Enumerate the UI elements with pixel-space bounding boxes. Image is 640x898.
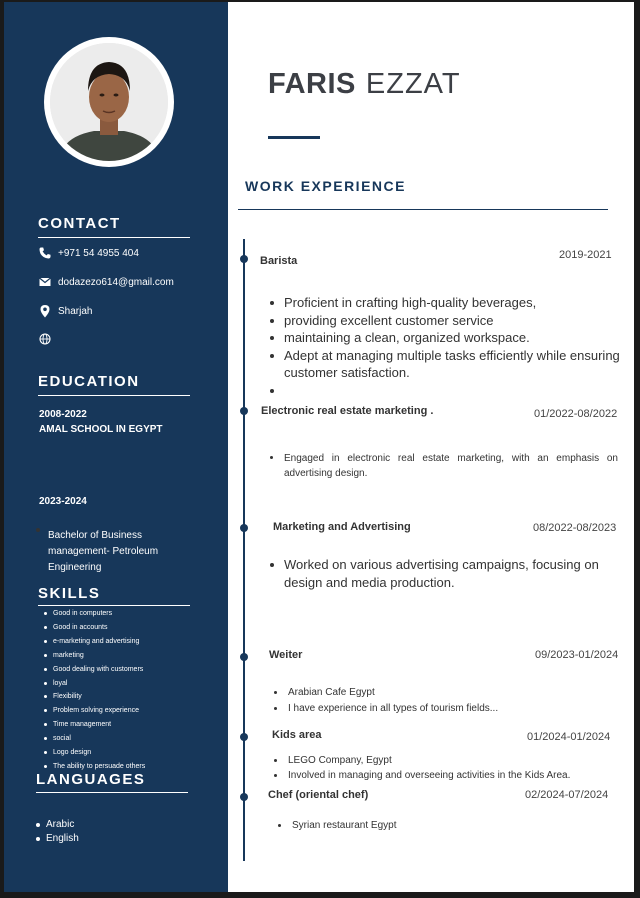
language-item: Arabic [34,818,79,832]
contact-divider [38,237,190,238]
job-bullet: Adept at managing multiple tasks efficiently while ensuring customer satisfaction. [268,347,634,382]
location-text: Sharjah [58,305,93,317]
phone-icon [38,246,52,260]
job-bullets [268,294,634,399]
job-bullet: maintaining a clean, organized workspace. [268,329,634,347]
job-bullets [276,818,397,833]
education-entry-1-years: 2008-2022 [39,409,87,420]
email-address[interactable]: dodazezo614@gmail.com [58,276,174,288]
skills-heading: SKILLS [38,585,101,602]
job-title: Weiter [269,649,303,661]
timeline-dot [240,255,248,263]
skill-item: Good in accounts [44,621,145,635]
mail-icon [38,275,52,289]
skill-item: Logo design [44,746,145,760]
job-bullet: providing excellent customer service [268,312,634,330]
education-entry-2-years: 2023-2024 [39,496,87,507]
name-underline [268,136,320,139]
education-divider [38,395,190,396]
first-name: FARIS [268,68,356,100]
job-bullet: Syrian restaurant Egypt [276,818,397,833]
job-bullet: Worked on various advertising campaigns, focusing on design and media production. [268,556,608,591]
last-name: EZZAT [365,68,461,100]
job-date: 01/2024-01/2024 [527,731,611,743]
skill-item: The ability to persuade others [44,760,145,774]
skill-item: loyal [44,677,145,691]
job-bullet: Engaged in electronic real estate marketing, with an emphasis on advertising design. [268,451,618,481]
job-bullets [272,753,570,783]
contact-heading: CONTACT [38,215,121,232]
timeline-dot [240,524,248,532]
languages-heading: LANGUAGES [36,771,146,788]
resume-page [4,2,634,892]
phone-number[interactable]: +971 54 4955 404 [58,247,139,259]
job-title: Marketing and Advertising [273,521,411,533]
job-bullet: LEGO Company, Egypt [272,753,570,768]
contact-email [38,274,174,290]
skill-item: Good dealing with customers [44,663,145,677]
job-date: 08/2022-08/2023 [533,522,617,534]
skill-item: Time management [44,718,145,732]
job-date: 2019-2021 [559,249,612,261]
skill-item: social [44,732,145,746]
location-pin-icon [38,304,52,318]
job-bullet: Involved in managing and overseeing activities in the Kids Area. [272,768,570,783]
job-title: Electronic real estate marketing . [261,405,434,417]
education-heading: EDUCATION [38,373,140,390]
language-item: English [34,832,79,846]
job-bullet [268,382,634,399]
skills-list [44,607,145,774]
job-date: 02/2024-07/2024 [525,789,609,801]
skill-item: marketing [44,649,145,663]
skill-item: Flexibility [44,690,145,704]
work-experience-heading: WORK EXPERIENCE [245,178,406,194]
education-entry-2-item: Bachelor of Business management- Petroleum Engineering [34,528,184,576]
skill-item: Good in computers [44,607,145,621]
timeline-line [243,239,245,861]
skills-divider [38,605,190,606]
job-date: 09/2023-01/2024 [535,649,619,661]
job-title: Kids area [272,729,322,741]
job-bullet: Proficient in crafting high-quality beverages, [268,294,634,312]
timeline-dot [240,793,248,801]
job-date: 01/2022-08/2022 [534,408,618,420]
job-bullets [272,685,498,717]
job-bullet: I have experience in all types of tourism fields... [272,701,498,717]
sidebar [4,2,228,892]
skill-item: Problem solving experience [44,704,145,718]
candidate-name [268,68,461,101]
job-title: Barista [260,255,298,267]
contact-phone [38,245,139,261]
job-bullet: Arabian Cafe Egypt [272,685,498,701]
job-bullets [268,556,608,591]
education-entry-1-school: AMAL SCHOOL IN EGYPT [39,424,163,435]
timeline-dot [240,653,248,661]
job-title: Chef (oriental chef) [268,789,369,801]
profile-photo [44,37,174,167]
timeline-dot [240,407,248,415]
education-entry-2-list [34,528,184,576]
contact-website [38,331,52,347]
languages-divider [36,792,188,793]
job-bullets [268,451,618,481]
languages-list [34,818,79,846]
globe-icon[interactable] [38,332,52,346]
work-experience-divider [238,209,608,210]
timeline-dot [240,733,248,741]
contact-location [38,303,93,319]
skill-item: e-marketing and advertising [44,635,145,649]
